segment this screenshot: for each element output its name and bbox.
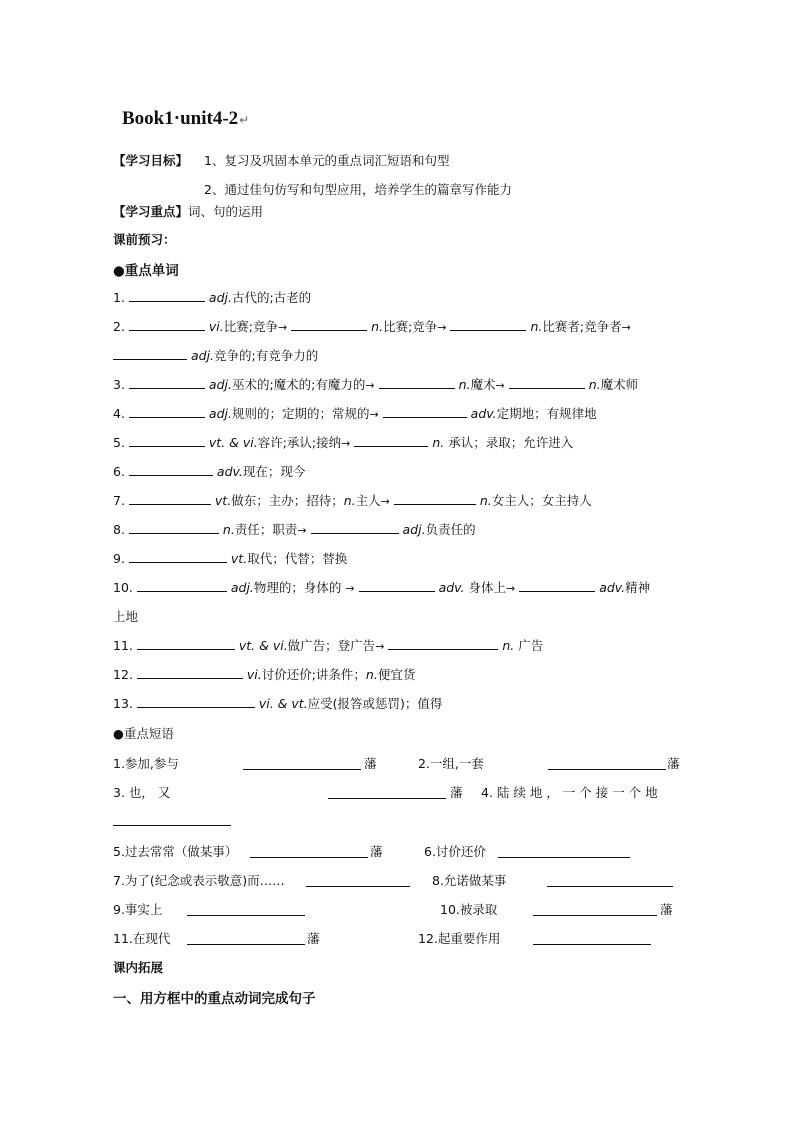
word-item-2: 2. vi.比赛;竞争→ n.比赛;竞争→ n.比赛者;竞争者→ [113, 319, 631, 334]
answer-blank[interactable] [187, 931, 305, 945]
answer-blank[interactable] [129, 491, 211, 505]
phrase-8: 8.允诺做某事 [432, 873, 507, 888]
focus [113, 202, 263, 220]
answer-blank[interactable] [129, 317, 205, 331]
answer-blank[interactable] [533, 931, 651, 945]
focus-label: 【学习重点】 [113, 204, 189, 219]
words-heading: ●重点单词 [113, 263, 179, 279]
phrase-2: 2.一组,一套 [418, 756, 484, 771]
answer-blank[interactable] [498, 844, 630, 858]
phrase-6: 6.讨价还价 [424, 844, 486, 859]
arrow-icon: → [369, 408, 379, 421]
answer-blank[interactable] [383, 404, 467, 418]
arrow-icon: → [341, 437, 351, 450]
word-item-10: 10. adj.物理的；身体的 → adv. 身体上→ adv.精神 [113, 580, 651, 595]
answer-blank[interactable] [129, 288, 205, 302]
answer-blank[interactable] [137, 665, 243, 679]
answer-blank[interactable] [328, 785, 446, 799]
word-item-6: 6. adv.现在；现今 [113, 464, 306, 479]
answer-blank[interactable] [509, 375, 585, 389]
phrase-10: 10.被录取 [440, 902, 498, 917]
preview-heading: 课前预习： [113, 232, 176, 247]
word-item-8: 8. n.责任；职责→ adj.负责任的 [113, 522, 476, 537]
arrow-icon: → [375, 640, 385, 653]
answer-blank[interactable] [129, 520, 219, 534]
answer-blank[interactable] [129, 375, 205, 389]
arrow-icon: → [621, 321, 631, 334]
objectives-label: 【学习目标】 [113, 153, 189, 168]
answer-blank[interactable] [129, 404, 205, 418]
phrase-4: 4. 陆 续 地 ， 一 个 接 一 个 地 [481, 785, 658, 800]
word-item-1: 1. adj.古代的;古老的 [113, 290, 312, 305]
phrase-3: 3. 也， 又 [113, 785, 171, 800]
arrow-icon: → [277, 321, 288, 334]
phrase-9: 9.事实上 [113, 902, 163, 917]
phrase-12: 12.起重要作用 [418, 931, 501, 946]
answer-blank[interactable] [137, 636, 235, 650]
word-item-4: 4. adj.规则的；定期的；常规的→ adv.定期地；有规律地 [113, 406, 597, 421]
answer-blank[interactable] [306, 873, 410, 887]
answer-blank[interactable] [379, 375, 455, 389]
arrow-icon: → [437, 321, 447, 334]
word-item-12: 12. vi.讨价还价;讲条件；n.便宜货 [113, 667, 416, 682]
word-item-9: 9. vt.取代；代替；替换 [113, 551, 348, 566]
arrow-icon: → [380, 495, 390, 508]
answer-blank[interactable] [113, 346, 187, 360]
answer-blank[interactable] [533, 902, 657, 916]
answer-blank[interactable] [547, 873, 673, 887]
word-item-10-cont: 上地 [113, 609, 139, 624]
objective-1: 1、复习及巩固本单元的重点词汇短语和句型 [204, 153, 450, 168]
arrow-icon: → [297, 524, 307, 537]
arrow-icon: → [495, 379, 505, 392]
extension-heading: 课内拓展 [113, 960, 164, 975]
phrase-11: 11.在现代 [113, 931, 171, 946]
answer-blank[interactable] [291, 317, 367, 331]
word-item-11: 11. vt. & vi.做广告；登广告→ n. 广告 [113, 638, 544, 653]
arrow-icon: → [365, 379, 375, 392]
arrow-icon: → [506, 582, 516, 595]
word-item-2-cont: adj.竞争的;有竞争力的 [113, 346, 318, 364]
answer-blank[interactable] [354, 433, 428, 447]
section-one-heading: 一、用方框中的重点动词完成句子 [113, 991, 316, 1007]
answer-blank[interactable] [129, 462, 213, 476]
answer-blank[interactable] [137, 694, 255, 708]
answer-blank[interactable] [394, 491, 476, 505]
objectives [113, 151, 188, 169]
answer-blank[interactable] [187, 902, 305, 916]
word-item-5: 5. vt. & vi.容许;承认;接纳→ n. 承认；录取；允许进入 [113, 435, 574, 450]
answer-blank[interactable] [137, 578, 227, 592]
answer-blank[interactable] [129, 433, 205, 447]
answer-blank[interactable] [113, 812, 231, 826]
word-item-7: 7. vt.做东；主办；招待；n.主人→ n.女主人；女主持人 [113, 493, 592, 508]
answer-blank[interactable] [548, 756, 666, 770]
objective-2: 2、通过佳句仿写和句型应用，培养学生的篇章写作能力 [204, 182, 512, 197]
answer-blank[interactable] [129, 549, 227, 563]
answer-blank[interactable] [311, 520, 399, 534]
arrow-icon: → [345, 582, 355, 595]
page-title [122, 108, 249, 130]
focus-text: 词、句的运用 [188, 204, 264, 219]
answer-blank[interactable] [243, 756, 361, 770]
answer-blank[interactable] [519, 578, 595, 592]
paragraph-mark-icon: ↵ [239, 113, 250, 127]
answer-blank[interactable] [250, 844, 368, 858]
answer-blank[interactable] [388, 636, 498, 650]
phrase-5: 5.过去常常（做某事） [113, 844, 238, 859]
phrase-7: 7.为了(纪念或表示敬意)而…… [113, 873, 285, 888]
phrase-1: 1.参加,参与 [113, 756, 179, 771]
answer-blank[interactable] [450, 317, 526, 331]
word-item-13: 13. vi. & vt.应受(报答或惩罚)；值得 [113, 696, 443, 711]
phrases-heading: ●重点短语 [113, 726, 174, 741]
title-text: Book1·unit4-2 [122, 108, 239, 129]
word-item-3: 3. adj.巫术的;魔术的;有魔力的→ n.魔术→ n.魔术师 [113, 377, 639, 392]
answer-blank[interactable] [359, 578, 435, 592]
